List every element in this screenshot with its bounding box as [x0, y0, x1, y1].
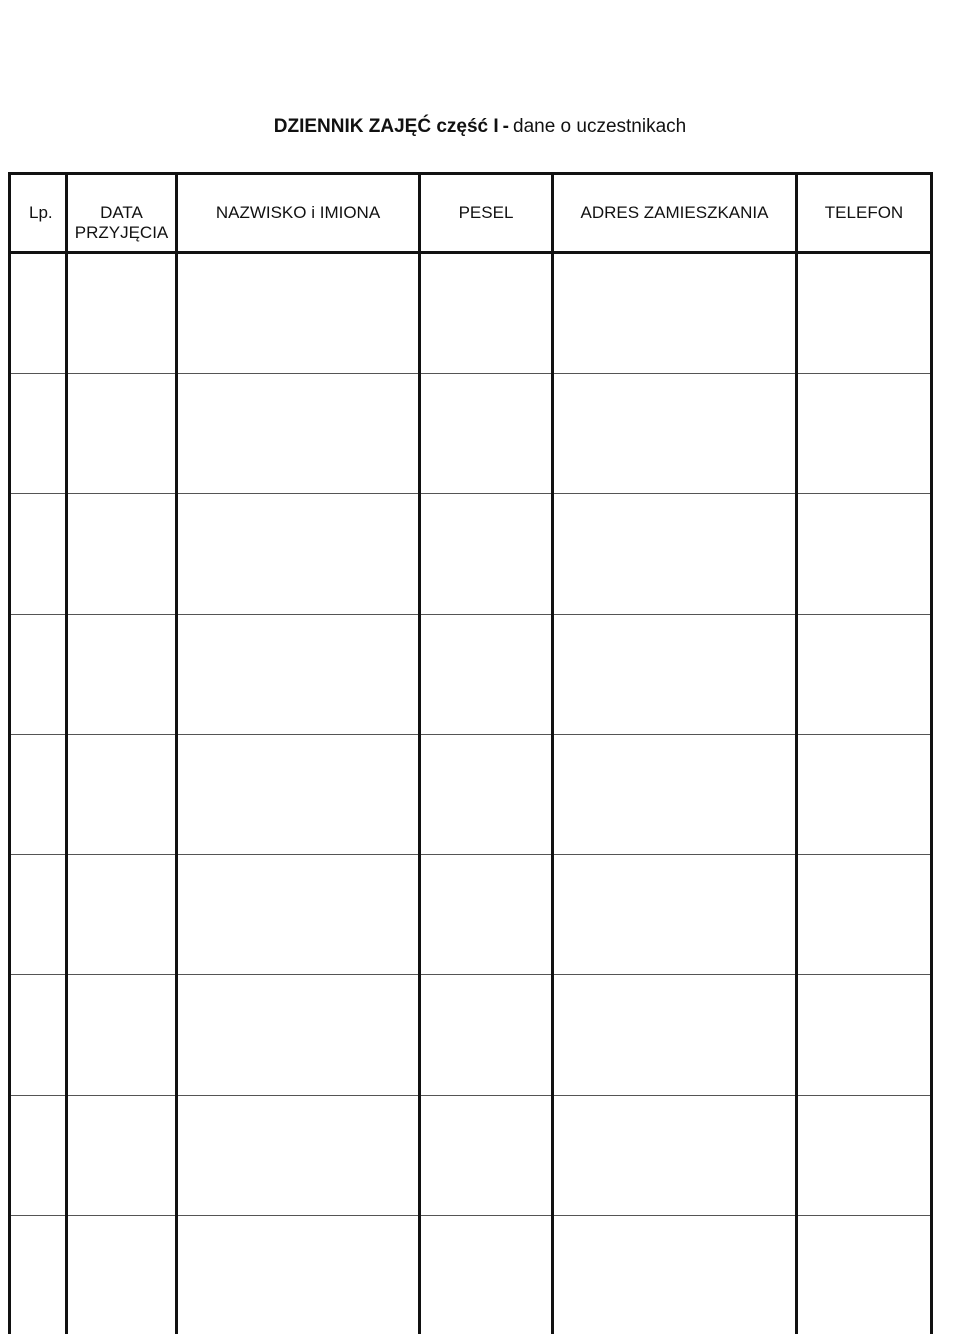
- table-row: [10, 253, 932, 374]
- header-telefon: TELEFON: [797, 174, 932, 253]
- header-row: [10, 174, 932, 253]
- cell-data-przyjecia: [67, 975, 177, 1095]
- cell-pesel: [420, 1215, 553, 1334]
- cell-lp: [10, 253, 67, 374]
- header-lp: Lp.: [10, 174, 67, 253]
- cell-data-przyjecia: [67, 1215, 177, 1334]
- cell-telefon: [797, 494, 932, 614]
- cell-data-przyjecia: [67, 734, 177, 854]
- title-separator: -: [502, 116, 509, 137]
- participants-table: [8, 172, 933, 1334]
- cell-adres: [553, 374, 797, 494]
- cell-pesel: [420, 614, 553, 734]
- cell-nazwisko: [177, 614, 420, 734]
- cell-adres: [553, 253, 797, 374]
- cell-data-przyjecia: [67, 494, 177, 614]
- cell-pesel: [420, 855, 553, 975]
- cell-pesel: [420, 1095, 553, 1215]
- table-body: [10, 253, 932, 1335]
- cell-nazwisko: [177, 1095, 420, 1215]
- cell-adres: [553, 1095, 797, 1215]
- cell-telefon: [797, 614, 932, 734]
- cell-adres: [553, 1215, 797, 1334]
- cell-nazwisko: [177, 734, 420, 854]
- table-row: [10, 1215, 932, 1334]
- cell-telefon: [797, 1215, 932, 1334]
- cell-telefon: [797, 253, 932, 374]
- header-data-line2: PRZYJĘCIA: [74, 223, 169, 242]
- cell-nazwisko: [177, 374, 420, 494]
- cell-pesel: [420, 494, 553, 614]
- table-row: [10, 494, 932, 614]
- cell-nazwisko: [177, 855, 420, 975]
- table-row: [10, 734, 932, 854]
- cell-data-przyjecia: [67, 374, 177, 494]
- document-title: [0, 116, 960, 138]
- cell-nazwisko: [177, 253, 420, 374]
- cell-pesel: [420, 253, 553, 374]
- cell-pesel: [420, 374, 553, 494]
- cell-telefon: [797, 975, 932, 1095]
- cell-adres: [553, 614, 797, 734]
- cell-adres: [553, 494, 797, 614]
- cell-data-przyjecia: [67, 855, 177, 975]
- cell-pesel: [420, 975, 553, 1095]
- cell-telefon: [797, 855, 932, 975]
- cell-pesel: [420, 734, 553, 854]
- cell-nazwisko: [177, 975, 420, 1095]
- header-data-przyjecia: [67, 174, 177, 253]
- cell-nazwisko: [177, 494, 420, 614]
- header-nazwisko: NAZWISKO i IMIONA: [177, 174, 420, 253]
- table-row: [10, 975, 932, 1095]
- header-data-line1: DATA: [100, 203, 143, 222]
- cell-lp: [10, 855, 67, 975]
- cell-data-przyjecia: [67, 614, 177, 734]
- cell-telefon: [797, 374, 932, 494]
- cell-telefon: [797, 734, 932, 854]
- cell-lp: [10, 374, 67, 494]
- cell-adres: [553, 734, 797, 854]
- table-row: [10, 855, 932, 975]
- cell-lp: [10, 734, 67, 854]
- cell-nazwisko: [177, 1215, 420, 1334]
- table-row: [10, 614, 932, 734]
- cell-lp: [10, 1215, 67, 1334]
- cell-data-przyjecia: [67, 1095, 177, 1215]
- cell-lp: [10, 1095, 67, 1215]
- table-row: [10, 374, 932, 494]
- cell-adres: [553, 855, 797, 975]
- cell-lp: [10, 614, 67, 734]
- cell-lp: [10, 975, 67, 1095]
- header-pesel: PESEL: [420, 174, 553, 253]
- cell-data-przyjecia: [67, 253, 177, 374]
- cell-adres: [553, 975, 797, 1095]
- cell-telefon: [797, 1095, 932, 1215]
- table-row: [10, 1095, 932, 1215]
- header-adres: ADRES ZAMIESZKANIA: [553, 174, 797, 253]
- title-main: DZIENNIK ZAJĘĆ część I: [273, 116, 499, 137]
- cell-lp: [10, 494, 67, 614]
- title-subtitle: dane o uczestnikach: [513, 116, 687, 137]
